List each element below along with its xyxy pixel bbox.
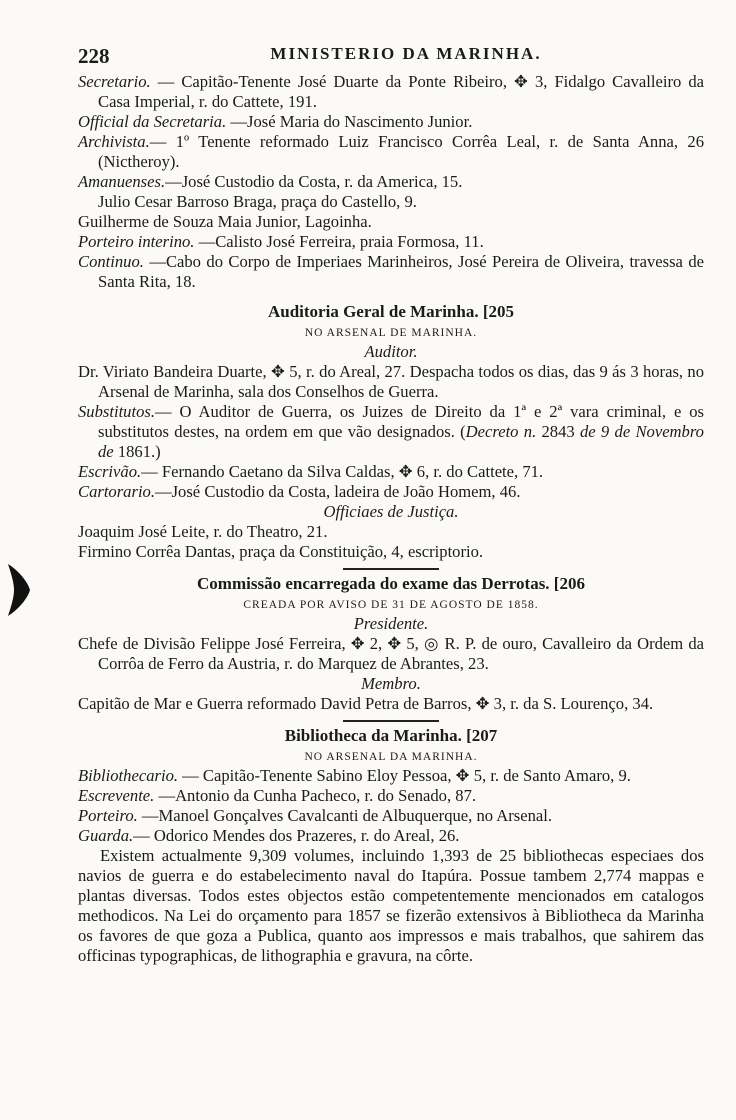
entry-text: —José Custodio da Costa, r. da America, 15. <box>165 172 463 191</box>
entry-officiaes-2: Firmino Corrêa Dantas, praça da Constituição, 4, escriptorio. <box>78 542 484 561</box>
section-divider <box>343 568 439 570</box>
entry-amanuenses <box>78 172 704 192</box>
entry-text: — O Auditor de Guerra, os Juizes de Direito da 1ª e 2ª vara criminal, e os substitutos destes, na ordem em que vão designados. ( <box>98 402 704 441</box>
role-heading: Presidente. <box>353 614 429 633</box>
section-subtitle: NO ARSENAL DE MARINHA. <box>304 327 478 339</box>
entry-label: Continuo. <box>78 252 144 271</box>
entry-escrivao <box>78 462 704 482</box>
decree-label: Decreto n. <box>465 422 537 441</box>
page-header <box>78 40 704 72</box>
entry-text: —Calisto José Ferreira, praia Formosa, 11. <box>194 232 484 251</box>
entry-guarda <box>78 826 704 846</box>
entry-porteiro-bib <box>78 806 704 826</box>
entry-amanuense-2: Julio Cesar Barroso Braga, praça do Castello, 9. <box>98 192 417 211</box>
decree-number: 2843 <box>536 422 580 441</box>
auditoria-section <box>78 302 704 562</box>
entry-secretario <box>78 72 704 112</box>
entry-amanuense-3: Guilherme de Souza Maia Junior, Lagoinha. <box>78 212 372 231</box>
decree-year: 1861.) <box>113 442 161 461</box>
entry-substitutos <box>78 402 704 462</box>
entry-label: Guarda. <box>78 826 134 845</box>
page-number: 228 <box>78 44 110 68</box>
entry-auditor: Dr. Viriato Bandeira Duarte, ✥ 5, r. do Areal, 27. Despacha todos os dias, das 9 ás 3 horas, no Arsenal de Marinha, sala dos Conselhos de Guerra. <box>78 362 704 401</box>
entry-label: Porteiro interino. <box>78 232 195 251</box>
entry-official <box>78 112 704 132</box>
body-paragraph: Existem actualmente 9,309 volumes, incluindo 1,393 de 25 bibliothecas especiaes dos navios de guerra e do estabelecimento naval do Itapúra. Possue tambem 2,774 mappas e plantas diversas. Todos estes objectos estão competentemente mencionados em catalogos methodicos. Na Lei do orçamento para 1857 se fizerão extensivos à Bibliotheca da Marinha os favores de que goza a Publica, quanto aos impressos e mais trabalhos, que sahirem das officinas typographicas, de lithographia e gravura, na côrte. <box>78 846 704 965</box>
margin-ink-mark <box>6 560 32 620</box>
entry-label: Archivista. <box>78 132 150 151</box>
running-title: MINISTERIO DA MARINHA. <box>270 44 542 63</box>
entry-label: Escrevente. <box>78 786 155 805</box>
entry-label: Amanuenses. <box>78 172 166 191</box>
entry-label: Escrivão. <box>78 462 142 481</box>
entry-label: Secretario. <box>78 72 151 91</box>
entry-text: — Capitão-Tenente Sabino Eloy Pessoa, ✥ 5, r. de Santo Amaro, 9. <box>178 766 631 785</box>
entry-label: Porteiro. <box>78 806 138 825</box>
section-divider <box>343 720 439 722</box>
decree-date: de 9 de Novembro de <box>98 422 704 461</box>
entry-presidente: Chefe de Divisão Felippe José Ferreira, ✥ 2, ✥ 5, ◎ R. P. de ouro, Cavalleiro da Ordem da Corrôa de Ferro da Austria, r. do Marquez de Abrantes, 23. <box>78 634 704 673</box>
entry-text: —Manoel Gonçalves Cavalcanti de Albuquerque, no Arsenal. <box>137 806 553 825</box>
entry-label: Bibliothecario. <box>78 766 179 785</box>
entry-archivista <box>78 132 704 172</box>
entry-text: —José Maria do Nascimento Junior. <box>226 112 473 131</box>
entry-escrevente <box>78 786 704 806</box>
entry-text: — 1º Tenente reformado Luiz Francisco Corrêa Leal, r. de Santa Anna, 26 (Nictheroy). <box>98 132 704 171</box>
entry-text: — Capitão-Tenente José Duarte da Ponte Ribeiro, ✥ 3, Fidalgo Cavalleiro da Casa Imperial, r. do Cattete, 191. <box>98 72 704 111</box>
entry-text: —Antonio da Cunha Pacheco, r. do Senado, 87. <box>154 786 477 805</box>
bibliotheca-section <box>78 726 704 966</box>
entry-label: Cartorario. <box>78 482 155 501</box>
commissao-section <box>78 574 704 714</box>
entry-label: Substitutos. <box>78 402 155 421</box>
entry-continuo <box>78 252 704 292</box>
entry-cartorario <box>78 482 704 502</box>
document-page <box>78 40 704 966</box>
role-heading: Membro. <box>361 674 421 693</box>
entry-label: Official da Secretaria. <box>78 112 227 131</box>
entry-membro: Capitão de Mar e Guerra reformado David Petra de Barros, ✥ 3, r. da S. Lourenço, 34. <box>78 694 654 713</box>
entry-text: — Fernando Caetano da Silva Caldas, ✥ 6, r. do Cattete, 71. <box>141 462 544 481</box>
role-heading: Officiaes de Justiça. <box>323 502 459 521</box>
section-subtitle: CREADA POR AVISO DE 31 DE AGOSTO DE 1858. <box>243 599 539 611</box>
section-title: Auditoria Geral de Marinha. [205 <box>267 302 514 321</box>
secretaria-section <box>78 72 704 292</box>
section-title: Bibliotheca da Marinha. [207 <box>284 726 498 745</box>
entry-porteiro <box>78 232 704 252</box>
entry-officiaes-1: Joaquim José Leite, r. do Theatro, 21. <box>78 522 328 541</box>
entry-text: —Cabo do Corpo de Imperiaes Marinheiros, José Pereira de Oliveira, travessa de Santa Rita, 18. <box>98 252 704 291</box>
role-heading: Auditor. <box>364 342 418 361</box>
entry-bibliothecario <box>78 766 704 786</box>
section-subtitle: NO ARSENAL DA MARINHA. <box>304 751 478 763</box>
entry-text: — Odorico Mendes dos Prazeres, r. do Areal, 26. <box>133 826 460 845</box>
section-title: Commissão encarregada do exame das Derrotas. [206 <box>197 574 585 593</box>
entry-text: —José Custodio da Costa, ladeira de João Homem, 46. <box>155 482 521 501</box>
